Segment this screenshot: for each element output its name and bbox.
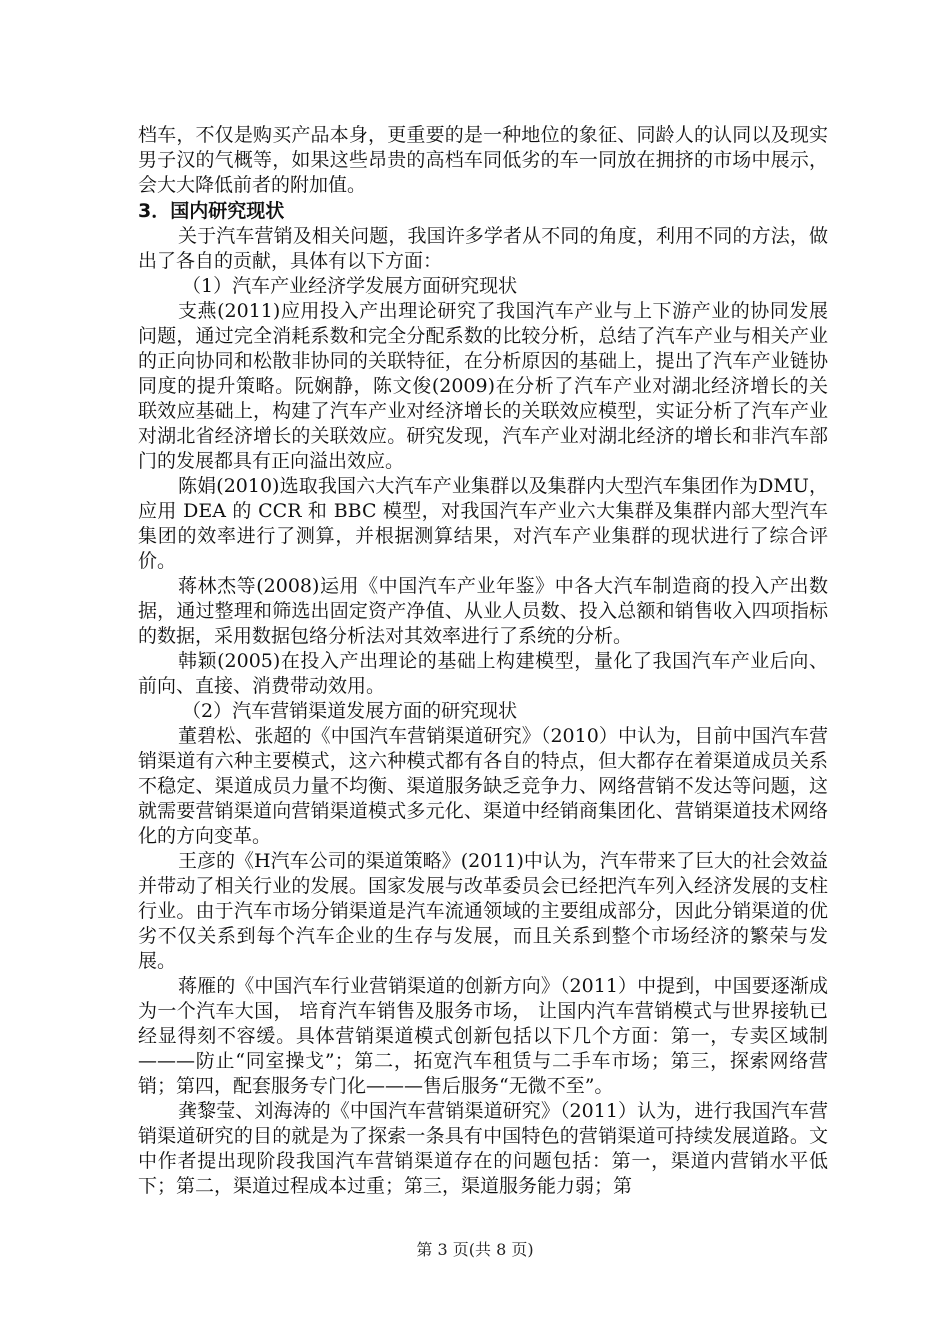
paragraph: 档车，不仅是购买产品本身，更重要的是一种地位的象征、同龄人的认同以及现实男子汉的气概等，如果这些昂贵的高档车同低劣的车一同放在拥挤的市场中展示，会大大降低前者的附加值。 xyxy=(138,124,828,196)
paragraph: 王彦的《H汽车公司的渠道策略》(2011)中认为，汽车带来了巨大的社会效益并带动了相关行业的发展。国家发展与改革委员会已经把汽车列入经济发展的支柱行业。由于汽车市场分销渠道是汽车流通领域的主要组成部分，因此分销渠道的优劣不仅关系到每个汽车企业的生存与发展，而且关系到整个市场经济的繁荣与发展。 xyxy=(138,850,828,972)
paragraph: 支燕(2011)应用投入产出理论研究了我国汽车产业与上下游产业的协同发展问题，通过完全消耗系数和完全分配系数的比较分析，总结了汽车产业与相关产业的正向协同和松散非协同的关联特征，在分析原因的基础上，提出了汽车产业链协同度的提升策略。阮娴静，陈文俊(2009)在分析了汽车产业对湖北经济增长的关联效应基础上，构建了汽车产业对经济增长的关联效应模型，实证分析了汽车产业对湖北省经济增长的关联效应。研究发现，汽车产业对湖北经济的增长和非汽车部门的发展都具有正向溢出效应。 xyxy=(138,300,828,472)
paragraph: 蒋林杰等(2008)运用《中国汽车产业年鉴》中各大汽车制造商的投入产出数据，通过整理和筛选出固定资产净值、从业人员数、投入总额和销售收入四项指标的数据，采用数据包络分析法对其效率进行了系统的分析。 xyxy=(138,575,828,647)
paragraph: 陈娟(2010)选取我国六大汽车产业集群以及集群内大型汽车集团作为DMU，应用 DEA 的 CCR 和 BBC 模型，对我国汽车产业六大集群及集群内部大型汽车集团的效率进行了测算，并根据测算结果，对汽车产业集群的现状进行了综合评价。 xyxy=(138,475,828,572)
paragraph: （2）汽车营销渠道发展方面的研究现状 xyxy=(182,700,518,722)
paragraph: 龚黎莹、刘海涛的《中国汽车营销渠道研究》（2011）认为，进行我国汽车营销渠道研究的目的就是为了探索一条具有中国特色的营销渠道可持续发展道路。文中作者提出现阶段我国汽车营销渠道存在的问题包括：第一，渠道内营销水平低下；第二，渠道过程成本过重；第三，渠道服务能力弱；第 xyxy=(138,1100,828,1197)
paragraph: 关于汽车营销及相关问题，我国许多学者从不同的角度，利用不同的方法，做出了各自的贡献，具体有以下方面： xyxy=(138,225,828,272)
page-footer: 第 3 页(共 8 页) xyxy=(416,1240,534,1259)
document-body xyxy=(138,123,828,1199)
paragraph: 董碧松、张超的《中国汽车营销渠道研究》（2010）中认为，目前中国汽车营销渠道有六种主要模式，这六种模式都有各自的特点，但大都存在着渠道成员关系不稳定、渠道成员力量不均衡、渠道服务缺乏竞争力、网络营销不发达等问题，这就需要营销渠道向营销渠道模式多元化、渠道中经销商集团化、营销渠道技术网络化的方向变革。 xyxy=(138,725,828,847)
section-heading: 3．国内研究现状 xyxy=(138,200,285,222)
paragraph: （1）汽车产业经济学发展方面研究现状 xyxy=(182,275,518,297)
paragraph: 韩颖(2005)在投入产出理论的基础上构建模型，量化了我国汽车产业后向、前向、直接、消费带动效用。 xyxy=(138,650,828,697)
paragraph: 蒋雁的《中国汽车行业营销渠道的创新方向》（2011）中提到，中国要逐渐成为一个汽车大国， 培育汽车销售及服务市场， 让国内汽车营销模式与世界接轨已经显得刻不容缓。具体营销渠道模式创新包括以下几个方面：第一，专卖区域制———防止“同室操戈”；第二，拓宽汽车租赁与二手车市场；第三，探索网络营销；第四，配套服务专门化———售后服务“无微不至”。 xyxy=(138,975,828,1097)
